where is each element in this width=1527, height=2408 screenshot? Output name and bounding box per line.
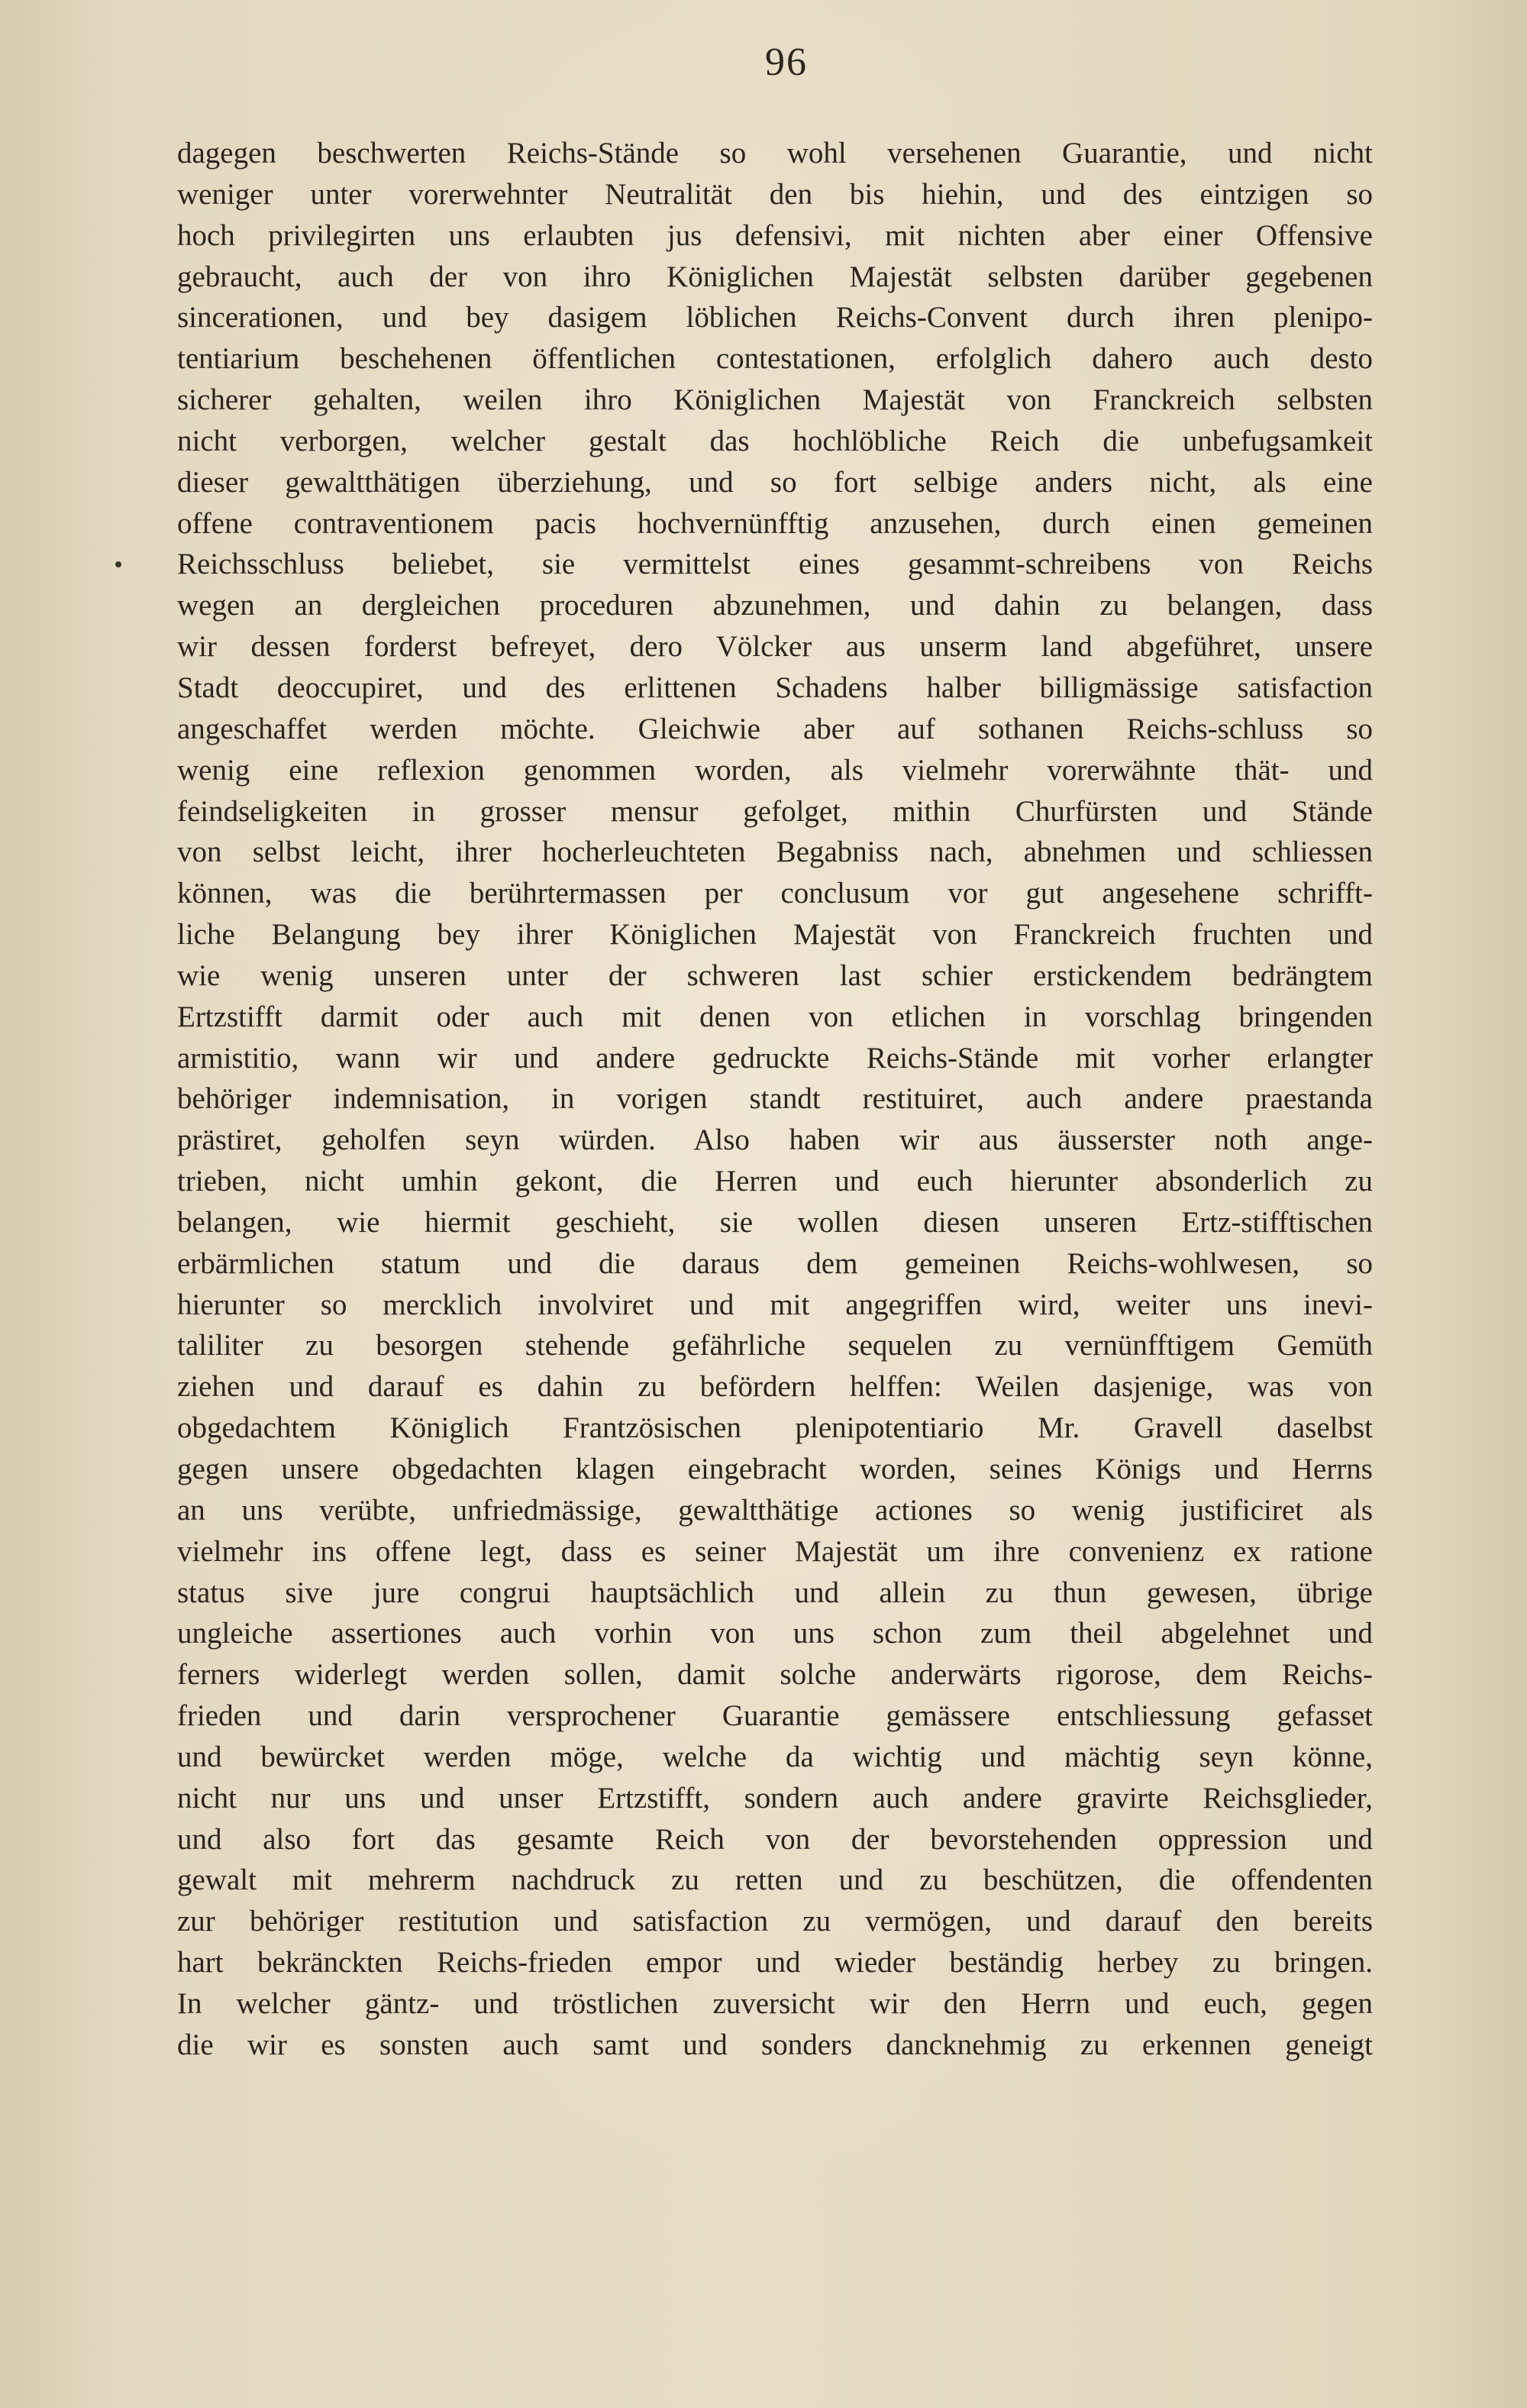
text-line: und also fort das gesamte Reich von der bevorstehenden oppression und xyxy=(177,1822,1373,1856)
text-line: gebraucht, auch der von ihro Königlichen Majestät selbsten darüber gegebenen xyxy=(177,260,1373,293)
text-line: ungleiche assertiones auch vorhin von uns schon zum theil abgelehnet und xyxy=(177,1617,1373,1650)
text-line: nicht nur uns und unser Ertzstifft, sondern auch andere gravirte Reichsglieder, xyxy=(177,1781,1373,1815)
text-line: In welcher gäntz- und tröstlichen zuversicht wir den Herrn und euch, gegen xyxy=(177,1986,1373,2020)
text-line: trieben, nicht umhin gekont, die Herren und euch hierunter absonderlich zu xyxy=(177,1165,1373,1198)
text-line: vielmehr ins offene legt, dass es seiner Majestät um ihre convenienz ex ratione xyxy=(177,1534,1373,1568)
text-line: wenig eine reflexion genommen worden, als vielmehr vorerwähnte thät- und xyxy=(177,753,1373,787)
text-line: belangen, wie hiermit geschieht, sie wollen diesen unseren Ertz-stifftischen xyxy=(177,1205,1373,1239)
text-line: sicherer gehalten, weilen ihro Königlichen Majestät von Franckreich selbsten xyxy=(177,383,1373,417)
text-line: prästiret, geholfen seyn würden. Also haben wir aus äusserster noth ange- xyxy=(177,1123,1373,1157)
margin-mark xyxy=(115,561,121,567)
text-line: nicht verborgen, welcher gestalt das hochlöbliche Reich die unbefugsamkeit xyxy=(177,424,1373,457)
text-line: taliliter zu besorgen stehende gefährliche sequelen zu vernünfftigem Gemüth xyxy=(177,1329,1373,1362)
text-line: an uns verübte, unfriedmässige, gewaltthätige actiones so wenig justificiret als xyxy=(177,1493,1373,1527)
text-line: feindseligkeiten in grosser mensur gefolget, mithin Churfürsten und Stände xyxy=(177,794,1373,828)
text-line: Stadt deoccupiret, und des erlittenen Schadens halber billigmässige satisfaction xyxy=(177,671,1373,704)
text-line: angeschaffet werden möchte. Gleichwie aber auf sothanen Reichs-schluss so xyxy=(177,712,1373,745)
text-line: ferners widerlegt werden sollen, damit solche anderwärts rigorose, dem Reichs- xyxy=(177,1658,1373,1692)
text-line: gewalt mit mehrerm nachdruck zu retten und zu beschützen, die offendenten xyxy=(177,1863,1373,1897)
text-line: status sive jure congrui hauptsächlich und allein zu thun gewesen, übrige xyxy=(177,1576,1373,1609)
text-line: armistitio, wann wir und andere gedruckte Reichs-Stände mit vorher erlangter xyxy=(177,1041,1373,1075)
text-line: frieden und darin versprochener Guarantie gemässere entschliessung gefasset xyxy=(177,1699,1373,1733)
text-line: hoch privilegirten uns erlaubten jus defensivi, mit nichten aber einer Offensive xyxy=(177,218,1373,252)
text-line: ziehen und darauf es dahin zu befördern helffen: Weilen dasjenige, was von xyxy=(177,1370,1373,1404)
body-text xyxy=(177,133,1373,2066)
text-line: tentiarium beschehenen öffentlichen contestationen, erfolglich dahero auch desto xyxy=(177,342,1373,376)
text-line: wir dessen forderst befreyet, dero Völcker aus unserm land abgeführet, unsere xyxy=(177,630,1373,664)
text-line: obgedachtem Königlich Frantzösischen plenipotentiario Mr. Gravell daselbst xyxy=(177,1411,1373,1445)
text-line: behöriger indemnisation, in vorigen standt restituiret, auch andere praestanda xyxy=(177,1082,1373,1116)
text-line: liche Belangung bey ihrer Königlichen Majestät von Franckreich fruchten und xyxy=(177,918,1373,952)
text-line: und bewürcket werden möge, welche da wichtig und mächtig seyn könne, xyxy=(177,1740,1373,1773)
text-line: zur behöriger restitution und satisfaction zu vermögen, und darauf den bereits xyxy=(177,1905,1373,1938)
text-line: offene contraventionem pacis hochvernünfftig anzusehen, durch einen gemeinen xyxy=(177,506,1373,540)
text-line: dieser gewaltthätigen überziehung, und so fort selbige anders nicht, als eine xyxy=(177,465,1373,499)
text-line: hart bekränckten Reichs-frieden empor und wieder beständig herbey zu bringen. xyxy=(177,1946,1373,1980)
text-line: die wir es sonsten auch samt und sonders dancknehmig zu erkennen geneigt xyxy=(177,2028,1373,2061)
text-line: erbärmlichen statum und die daraus dem gemeinen Reichs-wohlwesen, so xyxy=(177,1246,1373,1280)
text-line: wegen an dergleichen proceduren abzunehmen, und dahin zu belangen, dass xyxy=(177,589,1373,622)
text-line: sincerationen, und bey dasigem löblichen Reichs-Convent durch ihren plenipo- xyxy=(177,301,1373,335)
text-line: von selbst leicht, ihrer hocherleuchteten Begabniss nach, abnehmen und schliessen xyxy=(177,836,1373,869)
text-line: hierunter so mercklich involviret und mit angegriffen wird, weiter uns inevi- xyxy=(177,1288,1373,1321)
text-line: Reichsschluss beliebet, sie vermittelst eines gesammt-schreibens von Reichs xyxy=(177,548,1373,581)
text-line: können, was die berührtermassen per conclusum vor gut angesehene schrifft- xyxy=(177,877,1373,910)
text-line: Ertzstifft darmit oder auch mit denen von etlichen in vorschlag bringenden xyxy=(177,1000,1373,1033)
text-line: dagegen beschwerten Reichs-Stände so wohl versehenen Guarantie, und nicht xyxy=(177,137,1373,170)
text-line: gegen unsere obgedachten klagen eingebracht worden, seines Königs und Herrns xyxy=(177,1453,1373,1485)
text-line: weniger unter vorerwehnter Neutralität den bis hiehin, und des eintzigen so xyxy=(177,177,1373,211)
page-number: 96 xyxy=(765,40,808,84)
text-line: wie wenig unseren unter der schweren last schier erstickendem bedrängtem xyxy=(177,958,1373,992)
